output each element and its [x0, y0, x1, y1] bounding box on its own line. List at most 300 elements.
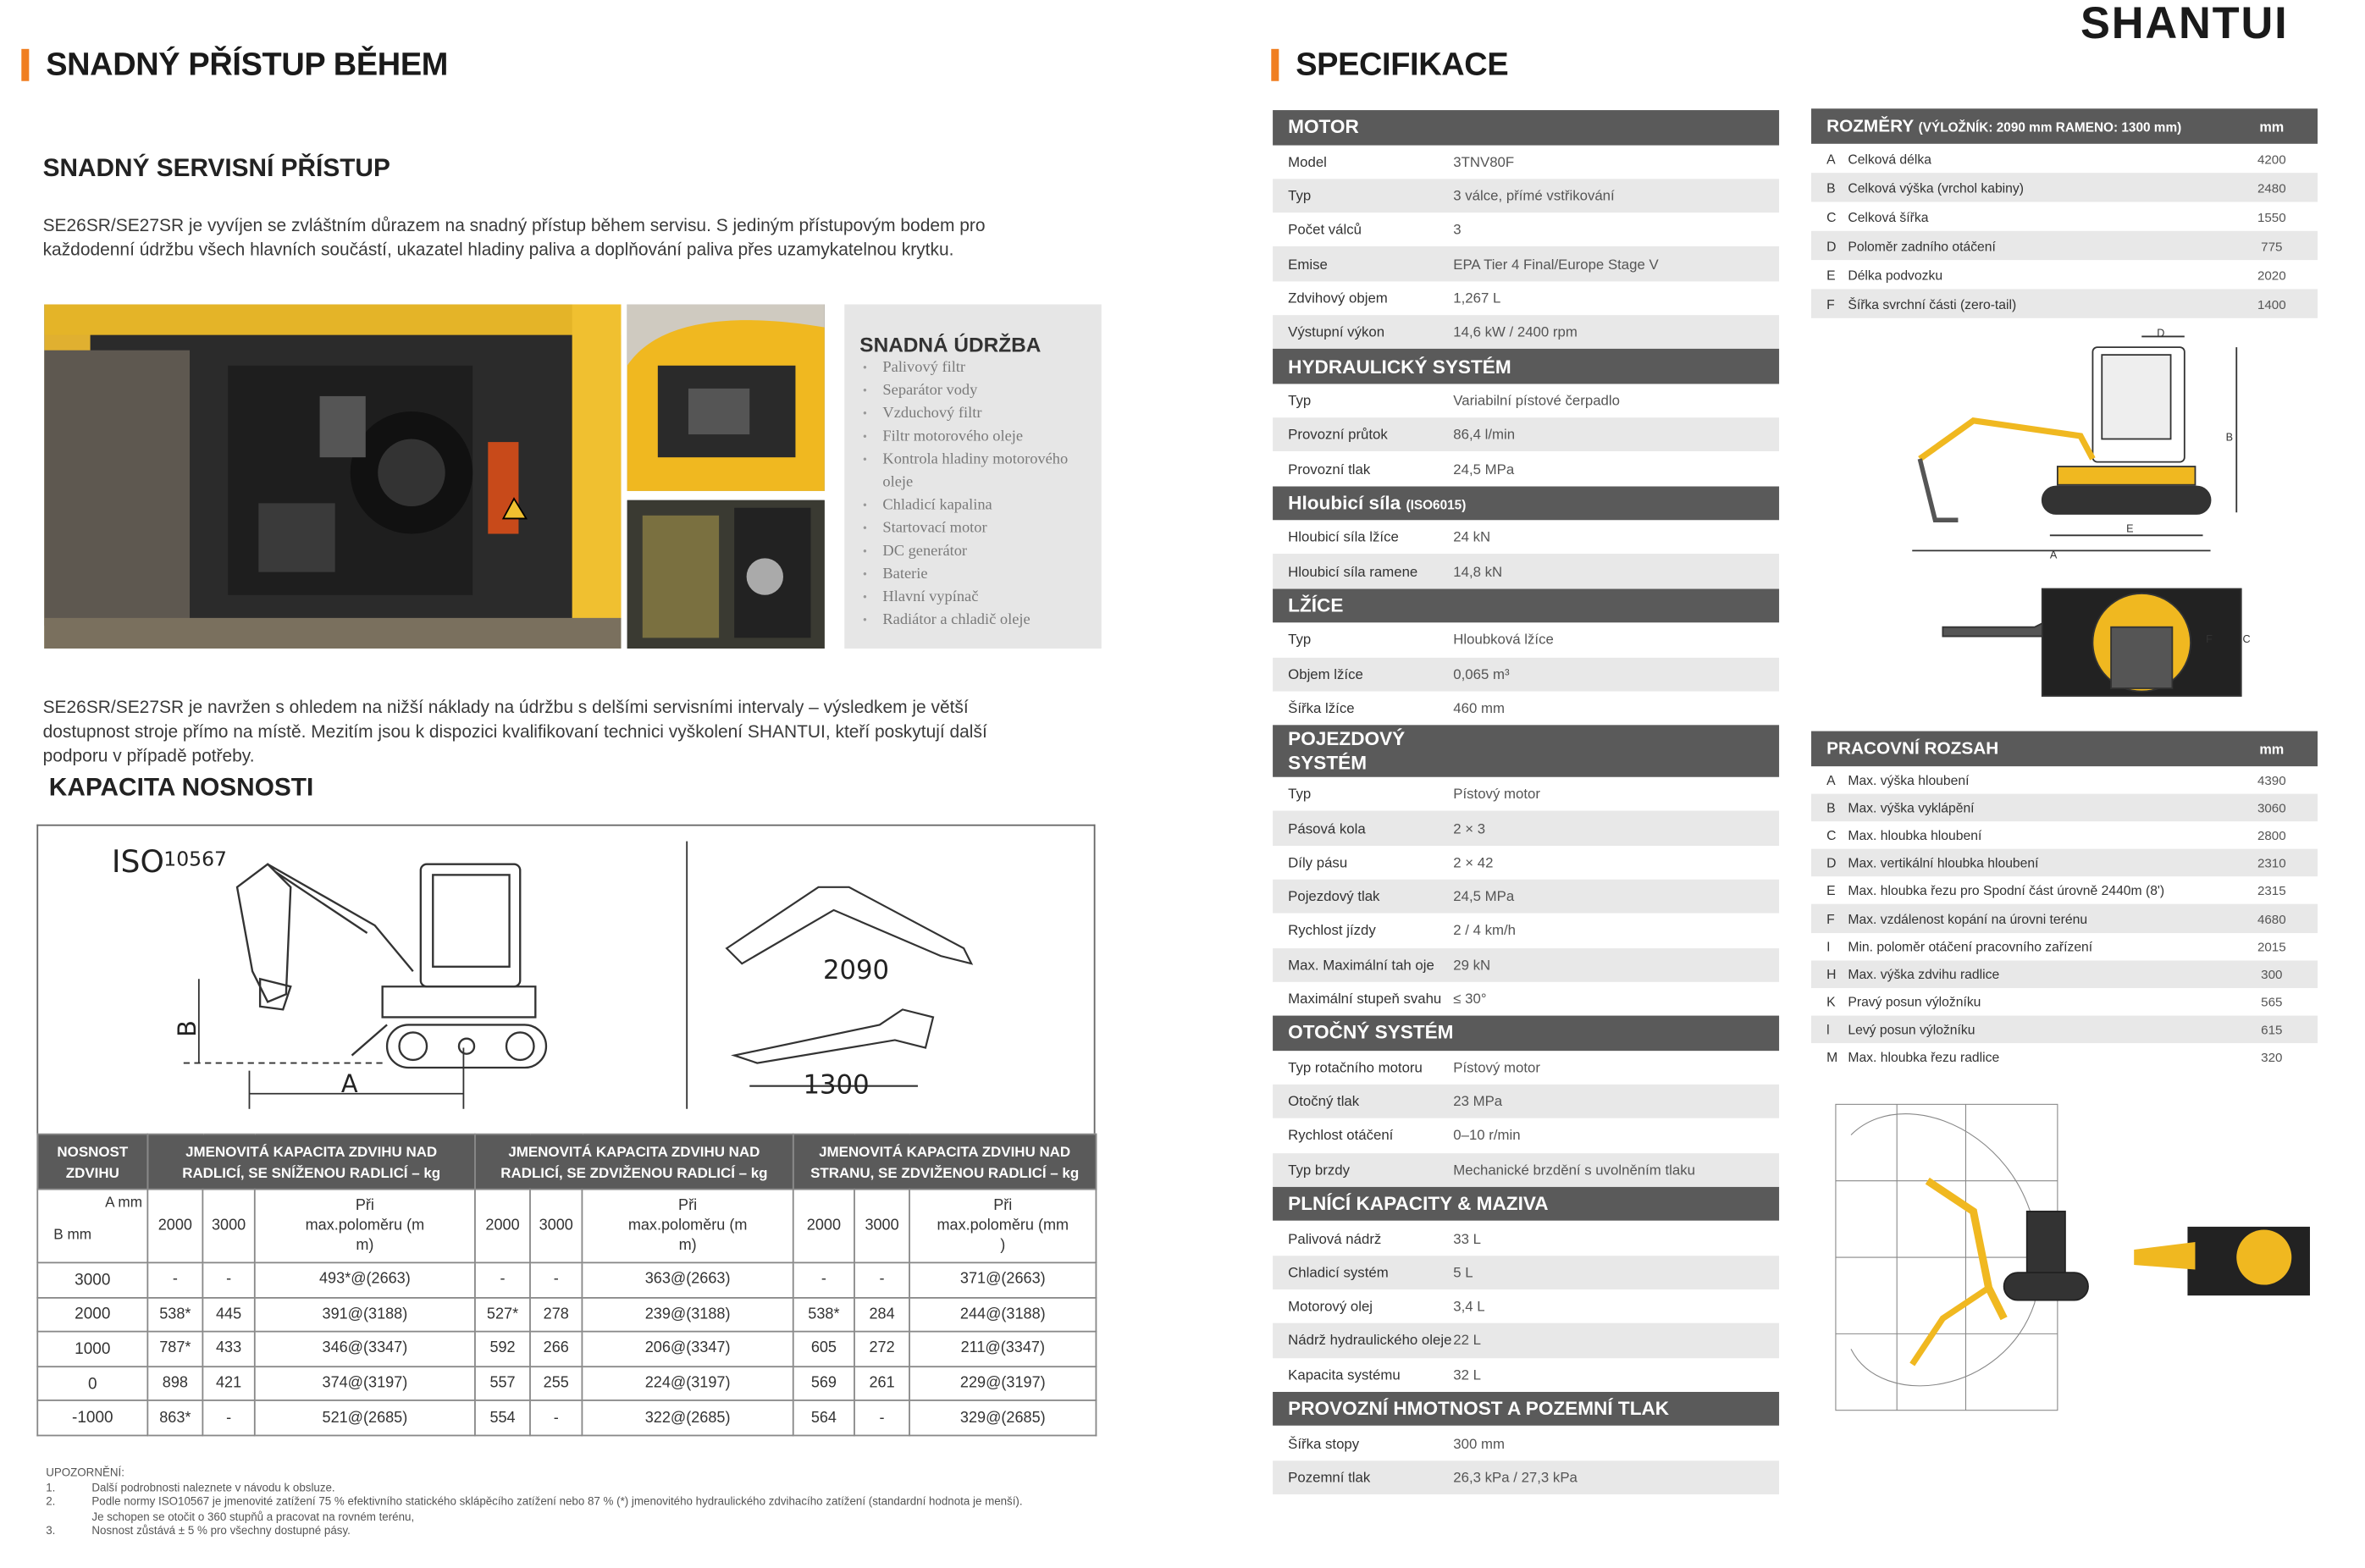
spec-key: Počet válců — [1288, 222, 1362, 238]
note-text-continued: Je schopen se otočit o 360 stupňů a pracovat na rovném terénu, — [91, 1509, 415, 1523]
spec-key: Otočný tlak — [1288, 1094, 1360, 1110]
header-line: Při — [993, 1197, 1013, 1215]
capacity-cell: - — [202, 1262, 254, 1297]
table-row — [37, 1262, 1096, 1297]
spec-section-header — [1273, 349, 1779, 384]
spec-row — [1273, 777, 1779, 811]
col-max-radius — [255, 1190, 475, 1263]
dim-letter: A — [1826, 150, 1836, 167]
spec-key: Hloubicí síla ramene — [1288, 563, 1418, 579]
spec-section-title: PROVOZNÍ HMOTNOST A POZEMNÍ TLAK — [1288, 1398, 1670, 1420]
spec-key: Šířka stopy — [1288, 1435, 1360, 1451]
list-item: • Baterie — [844, 563, 1102, 586]
spec-key: Kapacita systému — [1288, 1366, 1401, 1383]
header-line: JMENOVITÁ KAPACITA ZDVIHU NAD — [185, 1141, 438, 1159]
spec-value: 23 MPa — [1453, 1094, 1503, 1110]
spec-value: 460 mm — [1453, 700, 1505, 716]
dim-letter: H — [1826, 966, 1837, 982]
capacity-cell: 229@(3197) — [909, 1366, 1096, 1401]
note-number: 2. — [46, 1494, 56, 1509]
col-max-radius — [582, 1190, 793, 1263]
iso-label: ISO — [111, 842, 164, 880]
cost-text — [43, 696, 1114, 770]
spec-value: 29 kN — [1453, 957, 1491, 973]
header-line: RADLICÍ, SE SNÍŽENOU RADLICÍ – kg — [182, 1162, 441, 1180]
dim-label: Max. hloubka řezu pro Spodní část úrovně 2440m (8') — [1848, 883, 2165, 899]
col-3000: 3000 — [530, 1190, 582, 1263]
dim-value: 4200 — [2257, 150, 2286, 167]
capacity-cell: 787* — [147, 1332, 202, 1366]
spec-key: Max. Maximální tah oje — [1288, 957, 1434, 973]
spec-value: 86,4 l/min — [1453, 427, 1516, 443]
spec-row — [1273, 1085, 1779, 1118]
dim-value: 775 — [2261, 237, 2283, 253]
note-1 — [46, 1480, 1117, 1494]
spec-row — [1273, 281, 1779, 315]
boom-length-label: 2090 — [822, 955, 890, 986]
note-text: Nosnost zůstává ± 5 % pro všechny dostupné pásy. — [91, 1523, 351, 1538]
header-line: JMENOVITÁ KAPACITA ZDVIHU NAD — [819, 1141, 1071, 1159]
table-row — [37, 1366, 1096, 1401]
capacity-cell: 239@(3188) — [582, 1297, 793, 1332]
dim-a-label: A — [340, 1068, 358, 1098]
capacity-cell: 557 — [475, 1366, 530, 1401]
dim-value: 2480 — [2257, 179, 2286, 196]
spec-section-subtitle: (ISO6015) — [1406, 497, 1467, 513]
cost-text-line: dostupnost stroje přímo na místě. Mezitím jsou k dispozici kvalifikovaní technici vyškolení SHANTUI, kteří poskytují další — [42, 721, 987, 743]
col-3000: 3000 — [202, 1190, 254, 1263]
dim-row — [1811, 877, 2318, 905]
dim-label: Šířka svrchní části (zero-tail) — [1848, 295, 2017, 312]
dimensions-subtitle: (VÝLOŽNÍK: 2090 mm RAMENO: 1300 mm) — [1918, 119, 2182, 135]
spec-row — [1273, 691, 1779, 725]
table-row — [37, 1297, 1096, 1332]
maintenance-title: SNADNÁ ÚDRŽBA — [859, 333, 1042, 356]
spec-key: Emise — [1288, 256, 1328, 272]
spec-key: Pásová kola — [1288, 820, 1366, 836]
header-line: Při — [355, 1197, 374, 1215]
spec-key: Díly pásu — [1288, 854, 1348, 870]
dim-value: 3060 — [2257, 800, 2286, 816]
capacity-cell: 374@(3197) — [255, 1366, 475, 1401]
spec-row — [1273, 417, 1779, 451]
hydraulics-photo — [627, 500, 825, 649]
spec-row — [1273, 982, 1779, 1016]
spec-value: Variabilní pístové čerpadlo — [1453, 393, 1620, 409]
spec-section-title: HYDRAULICKÝ SYSTÉM — [1288, 356, 1511, 378]
a-mm-label: A mm — [105, 1194, 143, 1212]
diagram-label-e: E — [2126, 522, 2134, 535]
spec-key: Chladicí systém — [1288, 1264, 1389, 1280]
capacity-table-body — [37, 1262, 1096, 1435]
dim-label: Poloměr zadního otáčení — [1848, 237, 1996, 253]
spec-row — [1273, 1323, 1779, 1357]
spec-value: 0,065 m³ — [1453, 666, 1510, 682]
spec-value: Hloubková lžíce — [1453, 632, 1554, 648]
dim-value: 300 — [2261, 966, 2283, 982]
spec-row — [1273, 1426, 1779, 1460]
spec-value: 14,6 kW / 2400 rpm — [1453, 324, 1578, 340]
engine-compartment-photo — [44, 305, 621, 649]
dim-value: 1550 — [2257, 208, 2286, 224]
spec-value: 300 mm — [1453, 1435, 1505, 1451]
spec-key: Typ — [1288, 787, 1312, 803]
dim-value: 1400 — [2257, 295, 2286, 312]
capacity-heading: KAPACITA NOSNOSTI — [48, 774, 314, 802]
table-row — [37, 1332, 1096, 1366]
row-height-cell: 3000 — [37, 1262, 147, 1297]
row-height-cell: -1000 — [37, 1401, 147, 1436]
spec-value: 3,4 L — [1453, 1299, 1485, 1315]
list-item: • Kontrola hladiny motorového — [844, 448, 1102, 471]
list-item-continued: oleje — [882, 474, 914, 491]
maintenance-list — [844, 356, 1102, 632]
capacity-cell: - — [530, 1401, 582, 1436]
spec-key: Objem lžíce — [1288, 666, 1363, 682]
spec-section-title: LŽÍCE — [1288, 594, 1344, 617]
capacity-cell: 346@(3347) — [255, 1332, 475, 1366]
header-line: max.poloměru (mm — [937, 1217, 1069, 1234]
dimensions-rows — [1811, 144, 2318, 318]
capacity-cell: - — [854, 1401, 909, 1436]
maintenance-box — [844, 305, 1102, 649]
capacity-cell: - — [202, 1401, 254, 1436]
spec-section-title: Hloubicí síla — [1288, 492, 1401, 514]
header-line: JMENOVITÁ KAPACITA ZDVIHU NAD — [508, 1141, 760, 1159]
col-2000: 2000 — [475, 1190, 530, 1263]
header-line: Při — [678, 1197, 698, 1215]
working-range-table — [1811, 732, 2318, 1071]
dim-label: Max. hloubka řezu radlice — [1848, 1049, 2000, 1065]
spec-value: 2 × 3 — [1453, 820, 1486, 836]
dim-letter: D — [1826, 237, 1837, 253]
note-text: Podle normy ISO10567 je jmenovité zatížení 75 % efektivního statického sklápěcího zatížení nebo 87 % (*) jmenovitého hydraulického zdvihacího zatížení (standardní hodnota je menší). — [91, 1494, 1023, 1509]
capacity-cell: 538* — [793, 1297, 854, 1332]
spec-value: 26,3 kPa / 27,3 kPa — [1453, 1469, 1578, 1485]
spec-key: Typ — [1288, 188, 1312, 204]
dim-letter: C — [1826, 208, 1837, 224]
service-text-line: SE26SR/SE27SR je vyvíjen se zvláštním důrazem na snadný přístup během servisu. S jediným přístupovým bodem pro — [42, 215, 986, 236]
capacity-cell: 244@(3188) — [909, 1297, 1096, 1332]
dim-letter: D — [1826, 855, 1837, 871]
capacity-cell: 433 — [202, 1332, 254, 1366]
dim-row — [1811, 905, 2318, 933]
spec-value: 3 — [1453, 222, 1462, 238]
dim-row — [1811, 1043, 2318, 1071]
dim-value: 320 — [2261, 1049, 2283, 1065]
list-item: • Chladicí kapalina — [844, 494, 1102, 517]
dim-row — [1811, 231, 2318, 260]
spec-row — [1273, 811, 1779, 845]
capacity-cell: 554 — [475, 1401, 530, 1436]
right-section-title: SPECIFIKACE — [1271, 49, 1508, 81]
capacity-cell: - — [147, 1262, 202, 1297]
dim-letter: C — [1826, 827, 1837, 843]
capacity-cell: 569 — [793, 1366, 854, 1401]
list-item: • Filtr motorového oleje — [844, 425, 1102, 448]
capacity-table — [36, 1134, 1097, 1437]
note-3 — [46, 1523, 1117, 1538]
dim-label: Celková šířka — [1848, 208, 1929, 224]
col-max-radius — [909, 1190, 1096, 1263]
spec-key: Palivová nádrž — [1288, 1230, 1382, 1246]
col-2000: 2000 — [793, 1190, 854, 1263]
note-text: Další podrobnosti naleznete v návodu k obsluze. — [91, 1479, 335, 1494]
capacity-cell: 898 — [147, 1366, 202, 1401]
capacity-cell: 592 — [475, 1332, 530, 1366]
list-item: • Vzduchový filtr — [844, 402, 1102, 425]
spec-column — [1273, 110, 1779, 1494]
dim-row — [1811, 173, 2318, 202]
dim-row — [1811, 849, 2318, 877]
note-number: 3. — [46, 1523, 56, 1538]
spec-key: Model — [1288, 153, 1327, 169]
spec-key: Nádrž hydraulického oleje — [1288, 1333, 1452, 1349]
diagram-label-d: D — [2157, 327, 2165, 340]
spec-value: 33 L — [1453, 1230, 1481, 1246]
list-item: • DC generátor — [844, 540, 1102, 563]
spec-row — [1273, 213, 1779, 246]
service-heading: SNADNÝ SERVISNÍ PŘÍSTUP — [42, 154, 390, 182]
capacity-cell: 605 — [793, 1332, 854, 1366]
spec-value: 24 kN — [1453, 529, 1491, 545]
dim-letter: I — [1826, 938, 1831, 954]
header-line: STRANU, SE ZDVIŽENOU RADLICÍ – kg — [810, 1162, 1080, 1180]
spec-key: Typ brzdy — [1288, 1162, 1350, 1178]
capacity-cell: 421 — [202, 1366, 254, 1401]
capacity-cell: 527* — [475, 1297, 530, 1332]
capacity-cell: 371@(2663) — [909, 1262, 1096, 1297]
spec-value: 0–10 r/min — [1453, 1128, 1521, 1144]
dim-row — [1811, 821, 2318, 849]
notes-title: UPOZORNĚNÍ: — [46, 1465, 124, 1479]
spec-section-header — [1273, 588, 1779, 623]
dimensions-header — [1811, 108, 2318, 144]
table-header-group-2 — [475, 1135, 793, 1190]
dim-value: 2800 — [2257, 827, 2286, 843]
spec-section-title: POJEZDOVÝ — [1288, 728, 1406, 750]
spec-key: Provozní průtok — [1288, 427, 1388, 443]
spec-value: 2 / 4 km/h — [1453, 923, 1517, 939]
capacity-cell: 391@(3188) — [255, 1297, 475, 1332]
dim-label: Pravý posun výložníku — [1848, 993, 1981, 1009]
dim-letter: F — [1826, 910, 1835, 926]
dim-value: 2020 — [2257, 267, 2286, 283]
dim-row — [1811, 932, 2318, 960]
spec-section-title: OTOČNÝ SYSTÉM — [1288, 1022, 1454, 1044]
dim-value: 2310 — [2257, 855, 2286, 871]
spec-row — [1273, 1358, 1779, 1392]
dim-value: 2315 — [2257, 883, 2286, 899]
brand-logo: SHANTUI — [2080, 0, 2289, 49]
spec-key: Typ — [1288, 393, 1312, 409]
spec-row — [1273, 452, 1779, 486]
spec-value: ≤ 30° — [1453, 991, 1487, 1007]
dim-label: Levý posun výložníku — [1848, 1021, 1975, 1037]
spec-row — [1273, 555, 1779, 588]
row-height-cell: 2000 — [37, 1297, 147, 1332]
dimension-diagram — [1897, 321, 2249, 719]
table-header-group-1 — [147, 1135, 475, 1190]
spec-key: Zdvihový objem — [1288, 290, 1388, 306]
spec-key: Maximální stupeň svahu — [1288, 991, 1442, 1007]
table-header-group-3 — [793, 1135, 1097, 1190]
capacity-cell: 278 — [530, 1297, 582, 1332]
spec-key: Pozemní tlak — [1288, 1469, 1371, 1485]
left-section-title: SNADNÝ PŘÍSTUP BĚHEM — [21, 49, 448, 81]
dim-value: 2015 — [2257, 938, 2286, 954]
iso-number: 10567 — [163, 847, 227, 871]
capacity-cell: 445 — [202, 1297, 254, 1332]
dim-label: Max. výška zdvihu radlice — [1848, 966, 2000, 982]
dim-label: Min. poloměr otáčení pracovního zařízení — [1848, 938, 2093, 954]
capacity-cell: 521@(2685) — [255, 1401, 475, 1436]
dim-label: Max. výška hloubení — [1848, 772, 1970, 788]
dim-value: 615 — [2261, 1021, 2283, 1037]
diagram-label-c: C — [2242, 632, 2251, 645]
spec-row — [1273, 880, 1779, 914]
spec-value: 22 L — [1453, 1333, 1481, 1349]
capacity-cell: - — [793, 1262, 854, 1297]
dim-row — [1811, 988, 2318, 1016]
notes — [46, 1466, 1117, 1538]
dim-value: 565 — [2261, 993, 2283, 1009]
spec-row — [1273, 947, 1779, 981]
spec-value: 24,5 MPa — [1453, 461, 1515, 477]
spec-row — [1273, 384, 1779, 417]
spec-value: 2 × 42 — [1453, 854, 1494, 870]
dimensions-table — [1811, 108, 2318, 318]
spec-key: Rychlost otáčení — [1288, 1128, 1394, 1144]
spec-section-header — [1273, 110, 1779, 145]
spec-section-title: MOTOR — [1288, 116, 1359, 139]
spec-row — [1273, 846, 1779, 880]
capacity-cell: 284 — [854, 1297, 909, 1332]
spec-row — [1273, 1152, 1779, 1186]
spec-key: Typ — [1288, 632, 1312, 648]
dim-row — [1811, 960, 2318, 988]
spec-row — [1273, 315, 1779, 349]
dim-value: 4390 — [2257, 772, 2286, 788]
dim-letter: K — [1826, 993, 1836, 1009]
capacity-cell: 224@(3197) — [582, 1366, 793, 1401]
spec-row — [1273, 1289, 1779, 1323]
service-text-line: každodenní údržbu všech hlavních součástí, ukazatel hladiny paliva a doplňování paliva přes uzamykatelnou krytku. — [42, 240, 954, 261]
capacity-cell: 261 — [854, 1366, 909, 1401]
working-range-diagram — [1821, 1089, 2325, 1425]
capacity-cell: 329@(2685) — [909, 1401, 1096, 1436]
arm-length-label: 1300 — [803, 1069, 870, 1101]
cost-text-line: podporu v případě potřeby. — [42, 746, 255, 767]
working-range-title: PRACOVNÍ ROZSAH — [1826, 739, 1999, 759]
dim-row — [1811, 144, 2318, 173]
table-axis-cell — [37, 1190, 147, 1263]
dim-letter: F — [1826, 295, 1835, 312]
dim-row — [1811, 794, 2318, 822]
dim-letter: M — [1826, 1049, 1838, 1065]
dim-row — [1811, 289, 2318, 317]
spec-key: Hloubicí síla lžíce — [1288, 529, 1399, 545]
spec-value: 3 válce, přímé vstřikování — [1453, 188, 1615, 204]
dim-label: Max. hloubka hloubení — [1848, 827, 1982, 843]
capacity-cell: - — [854, 1262, 909, 1297]
spec-row — [1273, 914, 1779, 947]
capacity-cell: 564 — [793, 1401, 854, 1436]
spec-row — [1273, 623, 1779, 657]
capacity-cell: 493*@(2663) — [255, 1262, 475, 1297]
dim-row — [1811, 1015, 2318, 1043]
capacity-cell: 272 — [854, 1332, 909, 1366]
header-line: NOSNOST — [57, 1141, 129, 1159]
spec-value: 5 L — [1453, 1264, 1473, 1280]
spec-section-header — [1273, 1016, 1779, 1051]
dim-letter: B — [1826, 179, 1836, 196]
dim-label: Délka podvozku — [1848, 267, 1943, 283]
capacity-cell: 538* — [147, 1297, 202, 1332]
spec-row — [1273, 1118, 1779, 1152]
diagram-label-f: F — [2206, 632, 2213, 645]
spec-key: Provozní tlak — [1288, 461, 1371, 477]
dim-label: Celková délka — [1848, 150, 1931, 167]
spec-value: 3TNV80F — [1453, 153, 1515, 169]
note-number: 1. — [46, 1479, 56, 1494]
spec-value: EPA Tier 4 Final/Europe Stage V — [1453, 256, 1659, 272]
working-range-rows — [1811, 766, 2318, 1071]
capacity-cell: 206@(3347) — [582, 1332, 793, 1366]
spec-row — [1273, 1051, 1779, 1085]
dim-label: Max. výška vyklápění — [1848, 800, 1975, 816]
spec-key: Pojezdový tlak — [1288, 888, 1380, 905]
spec-key: Motorový olej — [1288, 1299, 1373, 1315]
row-height-cell: 1000 — [37, 1332, 147, 1366]
row-height-cell: 0 — [37, 1366, 147, 1401]
dim-label: Max. vzdálenost kopání na úrovni terénu — [1848, 910, 2088, 926]
spec-key: Výstupní výkon — [1288, 324, 1385, 340]
dim-letter: B — [1826, 800, 1836, 816]
capacity-cell: 863* — [147, 1401, 202, 1436]
capacity-cell: 363@(2663) — [582, 1262, 793, 1297]
capacity-diagram — [36, 825, 1095, 1134]
dim-letter: E — [1826, 883, 1836, 899]
working-range-header — [1811, 732, 2318, 767]
spec-row — [1273, 1256, 1779, 1289]
spec-section-header — [1273, 1187, 1779, 1222]
spec-section-title: PLNÍCÍ KAPACITY & MAZIVA — [1288, 1193, 1549, 1215]
header-line: ZDVIHU — [65, 1162, 119, 1180]
spec-value: Pístový motor — [1453, 787, 1540, 803]
capacity-cell: - — [475, 1262, 530, 1297]
diagram-label-a: A — [2049, 549, 2058, 561]
spec-value: 14,8 kN — [1453, 563, 1503, 579]
header-line: m) — [356, 1237, 374, 1255]
dimensions-unit: mm — [2259, 119, 2285, 135]
spec-row — [1273, 145, 1779, 179]
spec-row — [1273, 521, 1779, 555]
capacity-cell: 255 — [530, 1366, 582, 1401]
working-range-unit: mm — [2259, 741, 2285, 757]
dim-row — [1811, 202, 2318, 230]
dim-row — [1811, 766, 2318, 794]
spec-value: 32 L — [1453, 1366, 1481, 1383]
dim-row — [1811, 260, 2318, 289]
list-item: • Radiátor a chladič oleje — [844, 609, 1102, 632]
spec-row — [1273, 247, 1779, 281]
dimensions-title: ROZMĚRY — [1826, 117, 1915, 135]
spec-row — [1273, 179, 1779, 213]
header-line: RADLICÍ, SE ZDVIŽENOU RADLICÍ – kg — [500, 1162, 768, 1180]
service-text — [43, 214, 1114, 263]
b-mm-label: B mm — [53, 1226, 92, 1244]
